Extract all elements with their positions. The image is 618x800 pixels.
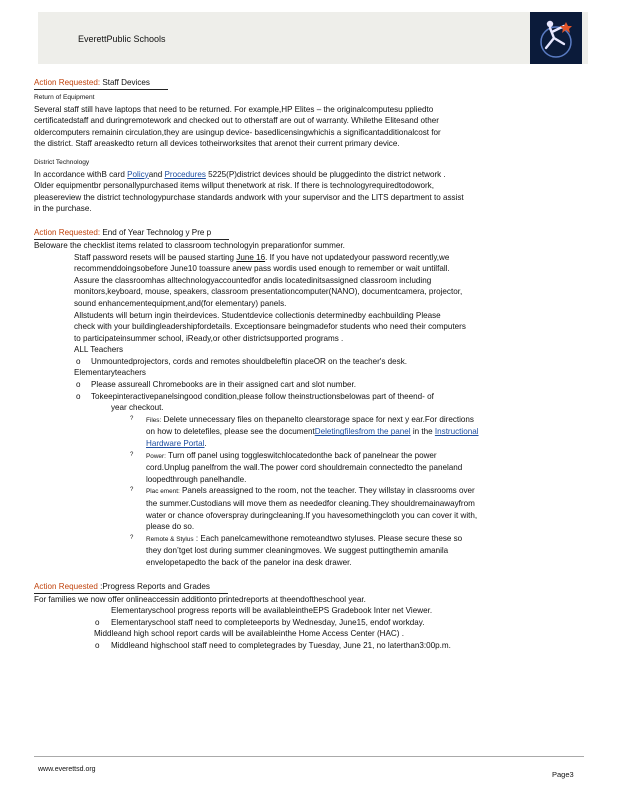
list-item: recommenddoingsobefore June10 toassure anew pass wordis used enough to remember or wait untilfall. [74, 264, 450, 274]
circle-bullet-icon: o [76, 356, 81, 366]
paragraph-line: For families we now offer onlineaccessin additionto printedreports at theendoftheschool year. [34, 594, 366, 604]
circle-bullet-icon: o [95, 640, 100, 650]
item-label: Plac ement: [146, 488, 180, 496]
list-item: o Middleand highschool staff need to completegrades by Tuesday, June 21, no laterthan3:00p.m. [95, 640, 451, 650]
item-label: Power: [146, 452, 166, 460]
hardware-portal-link[interactable]: Hardware Portal [146, 439, 205, 449]
bullet-glyph: ? [130, 451, 134, 458]
list-item-remote: ? Remote & Stylus : Each panelcamewithone remoteandtwo styluses. Please secure these so [130, 533, 463, 543]
paragraph-line: pleasereview the district technologypurchase standards andwork with your supervisor and the LITS department to assist [34, 192, 464, 202]
list-item: Staff password resets will be paused starting June 16. If you have not updatedyour password recently,we [74, 252, 450, 262]
list-item: o Elementaryschool staff need to completeeports by Wednesday, June15, endof workday. [95, 617, 425, 627]
list-item: Elementaryschool progress reports will be availableintheEPS Gradebook Inter net Viewer. [111, 606, 433, 616]
list-item: they don’tget lost during summer cleaningmoves. We suggest puttingthemin amanila [146, 546, 449, 556]
bullet-glyph: ? [130, 487, 134, 494]
item-label: Remote & Stylus [146, 535, 194, 543]
list-item: water or chance ofoverspray duringcleaning.If you havesomethingcloth you can cover it with, [146, 510, 478, 520]
circle-bullet-icon: o [95, 617, 100, 627]
paragraph-line: in the purchase. [34, 204, 92, 214]
list-item: o Unmountedprojectors, cords and remotes shouldbeleftin placeOR on the teacher's desk. [76, 356, 408, 366]
paragraph-line: Several staff still have laptops that need to be returned. For example,HP Elites – the originalcomputesu ppliedto [34, 104, 434, 114]
section-title: Staff Devices [102, 78, 150, 87]
list-item: Assure the classroomhas alltechnologyaccountedfor andis locatedinitsassigned classroom including [74, 275, 432, 285]
list-item: Hardware Portal. [146, 439, 207, 449]
action-label: Action Requested [34, 581, 98, 591]
elementary-teachers-heading: Elementaryteachers [74, 368, 146, 378]
list-item: sound enhancementequipment,and(for elementary) panels. [74, 298, 287, 308]
list-item: loopedthrough panelhandle. [146, 474, 247, 484]
subheading-return-equipment: Return of Equipment [34, 94, 95, 101]
footer-website: www.everettsd.org [38, 766, 96, 773]
page-header [38, 12, 588, 64]
circle-bullet-icon: o [76, 380, 81, 390]
action-label: Action Requested: [34, 227, 101, 237]
bullet-glyph: ? [130, 534, 134, 541]
section-heading-end-of-year [34, 226, 229, 240]
section-heading-progress-reports [34, 580, 228, 594]
list-item: Middleand high school report cards will be availableinthe Home Access Center (HAC) . [94, 629, 404, 639]
list-item: cord.Unplug panelfrom the wall.The power cord shouldremain connectedto the paneland [146, 463, 463, 473]
deleting-files-link[interactable]: Deletingfilesfrom the panel [314, 427, 411, 437]
paragraph-line: Older equipmentbr personallypurchased items willput thenetwork at risk. If there is technologyrequiredtodowork, [34, 181, 434, 191]
subheading-district-technology: District Technology [34, 158, 90, 166]
section-title: End of Year Technolog y Pre p [102, 227, 212, 237]
bullet-glyph: ? [130, 415, 134, 422]
district-logo-icon [530, 12, 582, 64]
procedures-link[interactable]: Procedures [164, 169, 206, 179]
list-item: to participateinsummer school, iReady,or other districtsupported programs . [74, 333, 344, 343]
page-content [34, 70, 584, 652]
list-item-placement: ? Plac ement: Panels areassigned to the room, not the teacher. They willstay in classrooms over [130, 486, 475, 496]
action-label: Action Requested: [34, 78, 101, 87]
list-item: envelopetapedto the back of the panelor ina desk drawer. [146, 557, 352, 567]
list-item: Allstudents will beturn ingin theirdevices. Studentdevice collectionis determinedby eachbuilding Please [74, 310, 441, 320]
paragraph-line: Beloware the checklist items related to classroom technologyin preparationfor summer. [34, 240, 345, 250]
paragraph-line: certificatedstaff and duringremotework and checked out to otherstaff are out of warranty. Whilethe Elitesand other [34, 116, 439, 126]
section-heading-staff-devices [34, 76, 168, 90]
list-item: check with your buildingleadershipfordetails. Exceptionsare beingmadefor students who need their computers [74, 322, 466, 332]
instructional-link[interactable]: Instructional [434, 427, 479, 437]
list-item-power: ? Power: Turn off panel using toggleswitchlocatedonthe back of panelnear the power [130, 450, 437, 460]
organization-name: EverettPublic Schools [78, 34, 166, 44]
footer-divider [34, 756, 584, 757]
circle-bullet-icon: o [76, 391, 81, 401]
all-teachers-heading: ALL Teachers [74, 345, 124, 355]
list-item: year checkout. [111, 403, 164, 413]
policy-link[interactable]: Policy [127, 169, 149, 179]
item-label: Files: [146, 416, 162, 424]
page-number: Page3 [552, 770, 574, 779]
list-item: o Please assureall Chromebooks are in their assigned cart and slot number. [76, 380, 356, 390]
section-title: :Progress Reports and Grades [100, 581, 210, 591]
paragraph-line: oldercomputers remainin circulation,they are usingup device- basedlicensingwhichis a significantadditionalcost for [34, 127, 441, 137]
list-item: the summer.Custodians will move them as neededfor cleaning.They shouldremainawayfrom [146, 499, 475, 508]
date-june-16: June 16 [236, 252, 266, 262]
paragraph-line: the district. Staff areaskedto return all devices totheirworksites that arenot their current primary device. [34, 139, 400, 149]
paragraph-line: In accordance withB card Policyand Procedures 5225(P)district devices should be pluggedinto the district network . [34, 169, 446, 179]
list-item: please do so. [146, 522, 195, 532]
list-item-files: ? Files: Delete unnecessary files on thepanelto clearstorage space for next y ear.For directions [130, 414, 474, 424]
list-item: o Tokeepinteractivepanelsingood condition,please follow theinstructionsbelowas part of theend- of [76, 391, 434, 401]
list-item: on how to deletefiles, please see the documentDeletingfilesfrom the panel in the Instructional [146, 427, 479, 437]
list-item: monitors,keyboard, mouse, speakers, classroom presentationcomputer(NANO), documentcamera, projector, [74, 287, 463, 297]
